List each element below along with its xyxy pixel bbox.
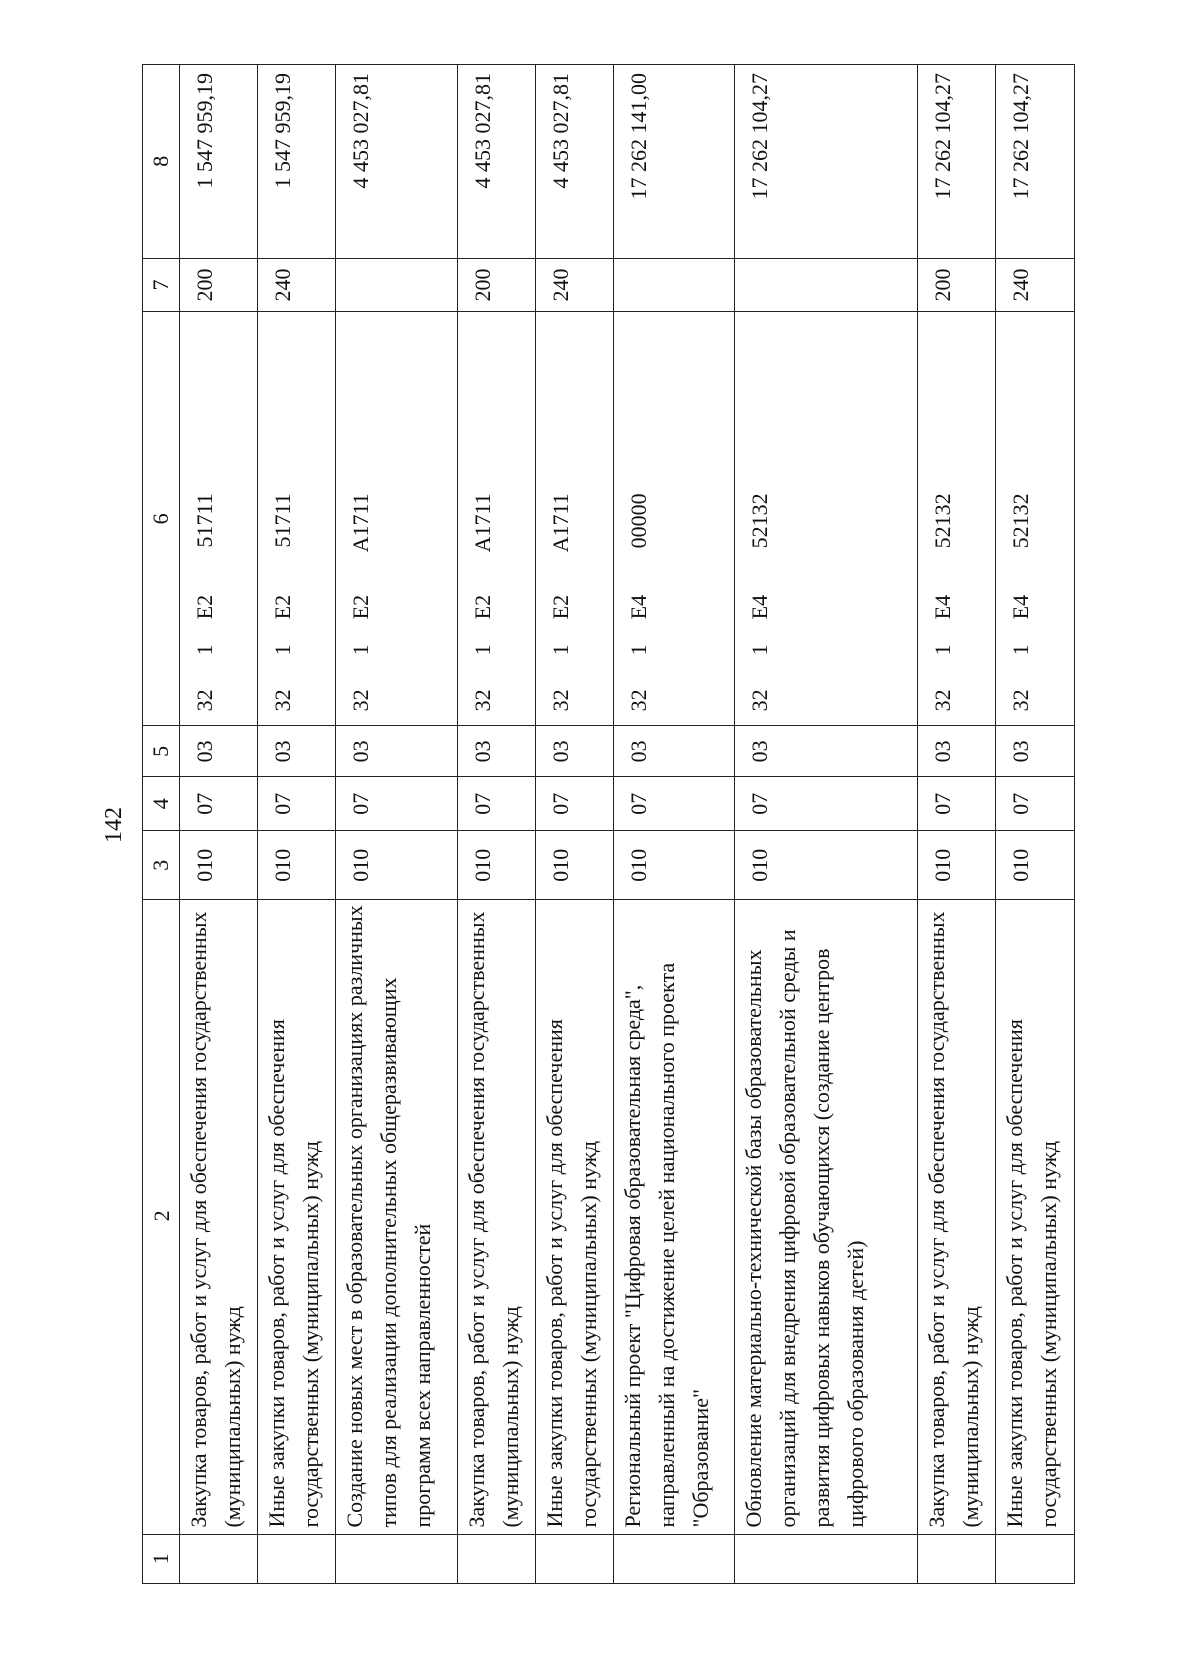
csr-project: E4 [1007,594,1033,620]
row-vr-cell [613,258,734,312]
row-sum-cell: 17 262 104,27 [735,65,918,259]
row-grbs-cell: 010 [735,831,918,900]
row-sum-cell: 17 262 141,00 [613,65,734,259]
csr-project: E4 [625,594,651,620]
row-index-cell [917,1534,995,1583]
row-vr-cell: 240 [995,258,1074,312]
row-index-cell [336,1534,457,1583]
csr-subprogram: 1 [547,644,573,656]
row-grbs-cell: 010 [180,831,258,900]
row-grbs-cell: 010 [457,831,535,900]
row-rz-cell: 07 [180,777,258,831]
csr-program: 32 [1007,689,1033,712]
row-sum-cell: 4 453 027,81 [336,65,457,259]
row-index-cell [535,1534,613,1583]
csr-direction: 52132 [1007,493,1033,549]
csr-direction: 52132 [929,493,955,549]
csr-project: E2 [469,594,495,620]
header-row [143,65,180,1584]
header-col-3: 3 [143,831,180,900]
row-grbs-cell: 010 [535,831,613,900]
row-name-cell: Иные закупки товаров, работ и услуг для обеспечения государственных (муниципальных) нужд [258,900,336,1534]
header-col-8: 8 [143,65,180,259]
row-csr-cell [535,312,613,726]
budget-table [142,64,1075,1584]
row-pr-cell: 03 [258,726,336,777]
row-grbs-cell: 010 [258,831,336,900]
table-row [917,65,995,1584]
row-grbs-cell: 010 [336,831,457,900]
row-csr-cell [258,312,336,726]
csr-project: E2 [192,594,217,620]
row-vr-cell [336,258,457,312]
row-sum-cell: 1 547 959,19 [180,65,258,259]
row-csr-cell [735,312,918,726]
csr-subprogram: 1 [1007,644,1033,656]
row-pr-cell: 03 [995,726,1074,777]
csr-project: E2 [270,594,296,620]
row-name-cell: Иные закупки товаров, работ и услуг для обеспечения государственных (муниципальных) нужд [995,900,1074,1534]
row-vr-cell: 240 [535,258,613,312]
row-index-cell [457,1534,535,1583]
row-sum-cell: 4 453 027,81 [535,65,613,259]
csr-subprogram: 1 [625,644,651,656]
row-rz-cell: 07 [258,777,336,831]
csr-direction: 51711 [270,493,296,548]
csr-direction: 51711 [192,493,217,548]
row-index-cell [995,1534,1074,1583]
header-col-2: 2 [143,900,180,1534]
row-name-cell: Обновление материально-технической базы образовательных организаций для внедрения цифровой образовательной среды и развития цифровых навыков обучающихся (создание центров цифрового образования детей) [735,900,918,1534]
header-col-7: 7 [143,258,180,312]
row-grbs-cell: 010 [917,831,995,900]
page-number: 142 [101,807,127,843]
csr-program: 32 [625,689,651,712]
table-row [457,65,535,1584]
row-sum-cell: 17 262 104,27 [995,65,1074,259]
row-rz-cell: 07 [336,777,457,831]
row-csr-cell [613,312,734,726]
row-name-cell: Закупка товаров, работ и услуг для обеспечения государственных (муниципальных) нужд [917,900,995,1534]
csr-program: 32 [929,689,955,712]
row-csr-cell [180,312,258,726]
row-index-cell [735,1534,918,1583]
row-pr-cell: 03 [180,726,258,777]
budget-table-rotated [142,64,1075,1584]
row-vr-cell: 200 [457,258,535,312]
row-name-cell: Закупка товаров, работ и услуг для обеспечения государственных (муниципальных) нужд [180,900,258,1534]
header-col-5: 5 [143,726,180,777]
csr-subprogram: 1 [348,644,374,656]
row-pr-cell: 03 [613,726,734,777]
row-vr-cell [735,258,918,312]
csr-program: 32 [547,689,573,712]
header-col-4: 4 [143,777,180,831]
csr-direction: 00000 [625,493,651,549]
row-name-cell: Создание новых мест в образовательных организациях различных типов для реализации дополнительных общеразвивающих программ всех направленностей [336,900,457,1534]
csr-program: 32 [270,689,296,712]
table-row [995,65,1074,1584]
table-row [258,65,336,1584]
row-index-cell [180,1534,258,1583]
table-row [180,65,258,1584]
csr-project: E4 [929,594,955,620]
table-row [336,65,457,1584]
table-row [613,65,734,1584]
row-rz-cell: 07 [535,777,613,831]
row-sum-cell: 1 547 959,19 [258,65,336,259]
row-vr-cell: 200 [180,258,258,312]
csr-program: 32 [192,689,217,712]
csr-direction: 52132 [747,493,773,549]
row-index-cell [258,1534,336,1583]
row-pr-cell: 03 [735,726,918,777]
csr-subprogram: 1 [270,644,296,656]
header-col-1: 1 [143,1534,180,1583]
csr-project: E2 [547,594,573,620]
row-csr-cell [336,312,457,726]
csr-direction: A1711 [348,493,374,553]
row-pr-cell: 03 [917,726,995,777]
row-vr-cell: 200 [917,258,995,312]
row-pr-cell: 03 [535,726,613,777]
row-csr-cell [995,312,1074,726]
header-col-6: 6 [143,312,180,726]
row-rz-cell: 07 [995,777,1074,831]
row-name-cell: Иные закупки товаров, работ и услуг для обеспечения государственных (муниципальных) нужд [535,900,613,1534]
row-rz-cell: 07 [457,777,535,831]
row-csr-cell [457,312,535,726]
csr-program: 32 [747,689,773,712]
csr-direction: A1711 [547,493,573,553]
table-row [535,65,613,1584]
csr-project: E2 [348,594,374,620]
csr-subprogram: 1 [929,644,955,656]
row-rz-cell: 07 [613,777,734,831]
csr-subprogram: 1 [192,644,217,656]
row-vr-cell: 240 [258,258,336,312]
row-grbs-cell: 010 [613,831,734,900]
csr-direction: A1711 [469,493,495,553]
row-grbs-cell: 010 [995,831,1074,900]
table-row [735,65,918,1584]
csr-project: E4 [747,594,773,620]
row-name-cell: Закупка товаров, работ и услуг для обеспечения государственных (муниципальных) нужд [457,900,535,1534]
csr-subprogram: 1 [747,644,773,656]
row-sum-cell: 17 262 104,27 [917,65,995,259]
row-rz-cell: 07 [917,777,995,831]
row-pr-cell: 03 [336,726,457,777]
row-pr-cell: 03 [457,726,535,777]
row-index-cell [613,1534,734,1583]
row-csr-cell [917,312,995,726]
row-name-cell: Региональный проект "Цифровая образовательная среда", направленный на достижение целей национального проекта "Образование" [613,900,734,1534]
row-rz-cell: 07 [735,777,918,831]
row-sum-cell: 4 453 027,81 [457,65,535,259]
csr-subprogram: 1 [469,644,495,656]
csr-program: 32 [469,689,495,712]
csr-program: 32 [348,689,374,712]
